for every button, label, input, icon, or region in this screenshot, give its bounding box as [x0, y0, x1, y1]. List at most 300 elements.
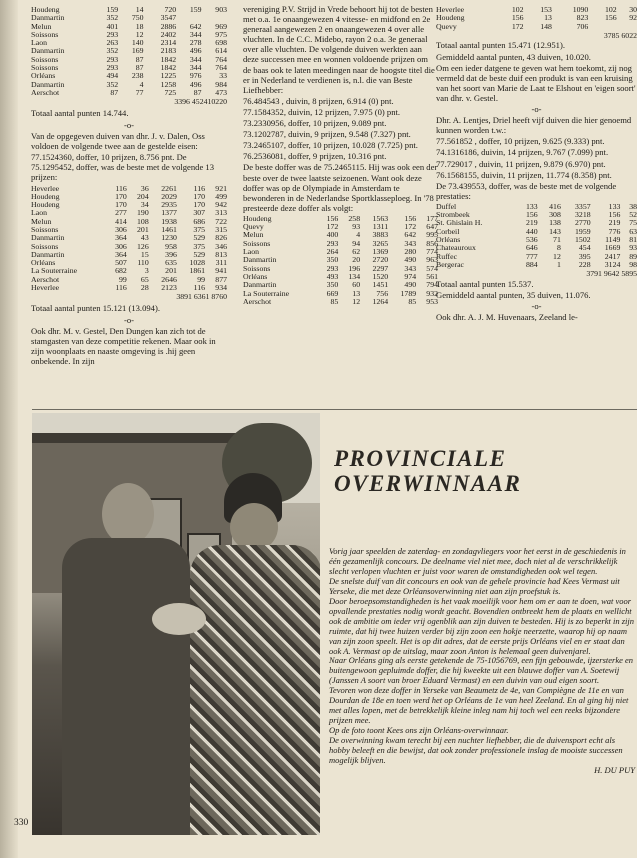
result-value-cell: 60 — [352, 280, 361, 290]
result-value-cell: 364 — [115, 249, 127, 259]
result-value-cell: 932 — [426, 288, 438, 298]
result-value-cell: 942 — [215, 200, 227, 210]
race-location-cell: Strombeek — [436, 210, 470, 220]
result-value-cell: 99 — [118, 274, 127, 284]
result-value-cell: 116 — [115, 283, 127, 293]
page-gutter-shadow — [0, 0, 18, 858]
result-value-cell: 969 — [215, 21, 227, 31]
table-row — [436, 261, 637, 269]
result-value-cell: 89 — [629, 251, 637, 261]
article-paragraph: De overwinning kwam terecht bij een nuchter liefhebber, die de duivensport echt als hobby beleeft en die bewijst, dat ook zonder professionele inslag de mooiste successen mogelijk blijven. — [329, 735, 623, 766]
result-value-cell: 190 — [137, 208, 149, 218]
result-value-cell: 293 — [106, 63, 119, 73]
result-value-cell: 490 — [404, 280, 417, 290]
result-value-cell: 1861 — [189, 266, 206, 276]
race-location-cell: Danmartin — [31, 249, 65, 259]
result-value-cell: 375 — [193, 225, 206, 234]
race-location-cell: Danmartin — [31, 79, 65, 89]
result-value-cell: 12 — [352, 296, 361, 306]
result-value-cell: 440 — [525, 226, 538, 236]
section-divider — [32, 409, 637, 410]
article-paragraph: Door beroepsomstandigheden is het vaak moeilijk voor hem om er aan te doen, wat voor opvallende prestaties nodig wordt geacht. Bovendien ontbreekt hem de plaats en wellicht ook de ambitie om ieder vrij ogenblik aan zijn duiven te besteden. Hij is zo beperkt in zijn ruimte, dat hij twee huizen verder bij zijn zoon een hokje neerzette, waarop hij op naam van zijn zoon speelt. Het is op dit adres, dat de eerste prijs Orléans viel en er staat dan ook A. Vermast op de uitslag, maar zoon Anton is helemaal geen duivenjarel. — [329, 595, 634, 656]
result-value-cell: 116 — [193, 183, 206, 193]
result-value-cell: 238 — [131, 71, 144, 81]
result-value-cell: 201 — [137, 225, 149, 234]
result-value-cell: 85 — [330, 296, 339, 306]
result-value-cell: 38 — [629, 201, 637, 211]
result-value-cell: 116 — [115, 183, 127, 193]
result-value-cell: 903 — [215, 5, 227, 14]
result-value-cell: 159 — [189, 5, 202, 14]
result-value-cell: 264 — [326, 247, 339, 257]
race-location-cell: Soissons — [243, 238, 271, 248]
result-value-cell: 4 — [356, 230, 361, 240]
result-value-cell: 2935 — [161, 200, 177, 210]
paragraph: De 73.439553, doffer, was de beste met de volgende prestaties: — [436, 180, 617, 201]
race-location-cell: Danmartin — [31, 46, 65, 56]
result-value-cell: 3547 — [160, 13, 177, 23]
result-value-cell: 1369 — [372, 247, 389, 257]
result-value-cell: 686 — [193, 216, 206, 226]
result-value-cell: 293 — [326, 238, 339, 248]
result-value-cell: 646 — [525, 243, 538, 253]
result-value-cell: 507 — [115, 258, 127, 268]
result-value-cell: 148 — [540, 21, 552, 31]
race-location-cell: Danmartin — [31, 233, 65, 243]
result-value-cell: 720 — [164, 5, 177, 14]
race-location-cell: Soissons — [31, 54, 59, 64]
page-number: 330 — [14, 818, 29, 828]
result-value-cell: 352 — [106, 79, 119, 89]
race-location-cell: St. Ghislain H. — [436, 218, 483, 228]
paragraph: De beste doffer was de 75.2465115. Hij was ook een der beste over de twee laatste seizoenen. Want ook deze doffer was op de Olympiade in Amsterdam te bewonderen in de Nederlandse Sportklasseploeg. In '78 presteerde deze doffer als volgt: — [243, 162, 438, 213]
result-value-cell: 3883 — [372, 230, 389, 240]
headline-line-2: OVERWINNAAR — [334, 471, 522, 496]
race-location-cell: Soissons — [31, 63, 59, 73]
result-value-cell: 3265 — [372, 238, 389, 248]
race-location-cell: Melun — [31, 216, 52, 226]
result-value-cell — [617, 23, 637, 31]
result-value-cell: 1311 — [372, 222, 389, 232]
article-paragraph: Vorig jaar speelden de zaterdag- en zondagvliegers voor het eerst in de geschiedenis in één gezamenlijk concours. De deelname viel niet mee, doch niet al de verschrikkelijk slecht verlopen vluchten er juist voor waren de omstandigheden ook wel tegen. — [329, 546, 626, 576]
pigeon-line: 73.2465107, doffer, 10 prijzen, 10.028 (7.725) pnt. — [243, 140, 418, 151]
paragraph: vereniging P.V. Strijd in Vrede behoort hij tot de besten met o.a. 1e onaangewezen 4 vitesse- en midfond en 2e generaal aangewezen 2 en onaangewezen 4 over alle vluchten. In de C.C. Midebo, rayon 2 o.a. 3e generaal over alle vluchten. De volgende duiven werkten aan deze successen mee en wonnen voldoende prijzen om de baas ook te laten meedingen naar de hoogste titel die er in Nederland te verdienen is, n.l. die van Beste Liefhebber: — [243, 4, 435, 95]
result-value-cell: 642 — [404, 230, 417, 240]
result-value-cell: 750 — [131, 13, 144, 23]
result-value-cell: 170 — [193, 200, 206, 210]
total-points: Totaal aantal punten 15.537. — [436, 278, 534, 289]
result-value-cell: 756 — [376, 288, 389, 298]
separator: -o- — [531, 104, 542, 115]
result-value-cell: 682 — [115, 266, 127, 276]
result-value-cell: 280 — [404, 247, 417, 257]
result-value-cell: 953 — [426, 296, 438, 306]
race-location-cell: Houdeng — [31, 5, 60, 14]
race-location-cell: Orléans — [436, 235, 461, 245]
result-value-cell: 87 — [135, 54, 144, 64]
result-value-cell: 984 — [215, 79, 227, 89]
column-2 — [243, 4, 438, 307]
result-value-cell: 12 — [135, 29, 144, 39]
result-value-cell: 2720 — [372, 255, 389, 265]
total-points: Totaal aantal punten 15.121 (13.094). — [31, 302, 160, 313]
result-value-cell: 102 — [604, 5, 617, 14]
result-value-cell: 3357 — [575, 201, 591, 211]
result-value-cell: 278 — [189, 38, 202, 48]
photo-pigeon — [152, 603, 206, 635]
result-value-cell: 87 — [135, 63, 144, 73]
photo-two-men-with-pigeon — [32, 413, 320, 835]
race-location-cell: Heverlee — [31, 283, 60, 293]
result-value-cell: 313 — [215, 208, 227, 218]
result-value-cell: 85 — [408, 296, 417, 306]
result-value-cell: 170 — [193, 191, 206, 201]
result-value-cell: 777 — [525, 251, 538, 261]
result-value-cell: 614 — [215, 46, 227, 56]
result-value-cell: 877 — [215, 274, 227, 284]
result-value-cell: 350 — [326, 280, 339, 290]
result-value-cell: 169 — [131, 46, 144, 56]
result-value-cell: 8 — [556, 243, 561, 253]
result-value-cell: 204 — [137, 191, 149, 201]
race-location-cell: Soissons — [31, 29, 59, 39]
result-value-cell: 490 — [404, 255, 417, 265]
headline-line-1: PROVINCIALE — [334, 446, 507, 471]
result-value-cell: 963 — [426, 255, 438, 265]
result-value-cell: 18 — [135, 21, 144, 31]
result-value-cell: 156 — [511, 13, 524, 23]
result-value-cell: 884 — [525, 259, 538, 269]
pigeon-line: 76.2536081, doffer, 9 prijzen, 10.316 pnt. — [243, 151, 387, 162]
result-value-cell: 62 — [352, 247, 361, 257]
result-value-cell: 33 — [219, 71, 227, 81]
result-value-cell: 574 — [426, 263, 438, 273]
result-value-cell: 94 — [352, 238, 361, 248]
race-location-cell: Heverlee — [436, 5, 465, 14]
result-value-cell: 706 — [576, 21, 589, 31]
result-value-cell: 4 — [139, 79, 144, 89]
race-location-cell: La Souterraine — [243, 288, 290, 298]
race-location-cell: Aerschot — [31, 87, 60, 97]
result-value-cell: 13 — [352, 288, 361, 298]
result-value-cell: 454 — [578, 243, 591, 253]
pigeon-line: 73.1202787, duivin, 9 prijzen, 9.548 (7.327) pnt. — [243, 129, 411, 140]
table-subtotal: 3791 9642 5895 — [586, 269, 637, 279]
result-value-cell: 77 — [135, 87, 144, 97]
result-value-cell: 2886 — [160, 21, 177, 31]
results-table — [31, 6, 227, 97]
table-row — [436, 23, 637, 31]
result-value-cell: 764 — [215, 63, 227, 73]
result-value-cell: 529 — [193, 249, 206, 259]
result-value-cell: 159 — [106, 5, 119, 14]
result-value-cell: 93 — [352, 222, 361, 232]
result-value-cell: 1149 — [605, 235, 621, 245]
result-value-cell: 1842 — [160, 54, 177, 64]
pigeon-line: 77.561852 , doffer, 10 prijzen, 9.625 (9.333) pnt. — [436, 136, 605, 147]
result-value-cell: 12 — [553, 251, 561, 261]
result-value-cell: 140 — [131, 38, 144, 48]
result-value-cell: 99 — [197, 274, 206, 284]
result-value-cell: 2123 — [161, 283, 177, 293]
result-value-cell: 87 — [193, 87, 202, 97]
result-value-cell: 536 — [525, 235, 538, 245]
result-value-cell: 306 — [115, 241, 127, 251]
result-value-cell: 1028 — [189, 258, 206, 268]
result-value-cell: 344 — [189, 63, 202, 73]
race-location-cell: Melun — [31, 21, 52, 31]
result-value-cell: 156 — [608, 210, 621, 220]
result-value-cell: 776 — [608, 226, 621, 236]
result-value-cell: 2417 — [604, 251, 621, 261]
paragraph: Om een ieder datgene te geven wat hem toekomt, zij nog vermeld dat de beste duif een produkt is van een kruising van het soort van Marie de Laat te Elshout en 'eigen soort' van dhr. v. Gestel. — [436, 62, 636, 103]
result-value-cell: 92 — [629, 13, 637, 23]
results-table — [436, 203, 637, 269]
result-value-cell: 2314 — [160, 38, 177, 48]
result-value-cell: 110 — [137, 258, 149, 268]
result-value-cell: 473 — [215, 87, 227, 97]
photo-man-left — [62, 483, 192, 835]
result-value-cell: 138 — [549, 218, 561, 228]
result-value-cell: 2183 — [160, 46, 177, 56]
result-value-cell: 116 — [193, 283, 206, 293]
result-value-cell: 156 — [525, 210, 538, 220]
paragraph: Van de opgegeven duiven van dhr. J. v. Dalen, Oss voldoen de volgende twee aan de gestelde eisen: — [31, 131, 205, 152]
result-value-cell: 172 — [511, 21, 524, 31]
result-value-cell: 293 — [326, 263, 339, 273]
result-value-cell: 2770 — [575, 218, 591, 228]
pigeon-line: 73.2330956, doffer, 10 prijzen, 9.089 pnt. — [243, 118, 387, 129]
result-value-cell: 2402 — [160, 29, 177, 39]
table-subtotal: 3785 6022 — [603, 30, 637, 40]
author-signature: H. DU PUY — [594, 764, 635, 775]
result-value-cell: 958 — [165, 241, 177, 251]
result-value-cell: 177 — [426, 213, 438, 223]
result-value-cell: 669 — [326, 288, 339, 298]
column-1 — [31, 4, 227, 368]
result-value-cell: 921 — [215, 183, 227, 193]
article-paragraph: Op de foto toont Kees ons zijn Orléans-overwinnaar. — [329, 725, 509, 736]
result-value-cell: 976 — [189, 71, 202, 81]
result-value-cell: 156 — [326, 213, 339, 223]
race-location-cell: Melun — [243, 230, 264, 240]
result-value-cell: 647 — [426, 222, 438, 232]
result-value-cell: 794 — [426, 280, 438, 290]
result-value-cell: 722 — [215, 216, 227, 226]
result-value-cell: 277 — [115, 208, 127, 218]
result-value-cell: 1461 — [161, 225, 177, 234]
result-value-cell: 813 — [215, 249, 227, 259]
result-value-cell: 201 — [165, 266, 177, 276]
result-value-cell: 87 — [110, 87, 119, 97]
pigeon-line: 76.484543 , duivin, 8 prijzen, 6.914 (0) pnt. — [243, 95, 394, 106]
result-value-cell: 3218 — [575, 210, 591, 220]
result-value-cell: 153 — [540, 5, 552, 14]
result-value-cell: 774 — [426, 247, 438, 257]
race-location-cell: Ruffec — [436, 251, 458, 261]
result-value-cell: 133 — [608, 201, 621, 211]
result-value-cell: 352 — [106, 13, 119, 23]
result-value-cell: 396 — [165, 249, 177, 259]
result-value-cell: 126 — [137, 241, 149, 251]
column-3 — [436, 4, 637, 323]
result-value-cell: 30 — [629, 5, 637, 14]
race-location-cell: Laon — [31, 38, 48, 48]
result-value-cell: 1789 — [400, 288, 417, 298]
race-location-cell: Soissons — [31, 225, 59, 234]
pigeon-line: 74.1316186, duivin, 14 prijzen, 9.767 (7.099) pnt. — [436, 147, 609, 158]
result-value-cell: 941 — [215, 266, 227, 276]
results-table — [436, 6, 637, 31]
result-value-cell: 343 — [404, 238, 417, 248]
paragraph: Dhr. A. Lentjes, Driel heeft vijf duiven die hier genoemd kunnen worden t.w.: — [436, 115, 632, 136]
result-value-cell: 1090 — [572, 5, 589, 14]
race-location-cell: Houdeng — [243, 213, 272, 223]
race-location-cell: Heverlee — [31, 183, 60, 193]
result-value-cell: 395 — [578, 251, 591, 261]
result-value-cell: 494 — [106, 71, 119, 81]
race-location-cell: Orléans — [31, 71, 56, 81]
result-value-cell: 196 — [348, 263, 361, 273]
average-points: Gemiddeld aantal punten, 43 duiven, 10.020. — [436, 51, 591, 62]
result-value-cell: 561 — [426, 271, 438, 281]
result-value-cell: 1669 — [604, 243, 621, 253]
separator: -o- — [531, 301, 542, 312]
race-location-cell: Soissons — [243, 263, 271, 273]
results-table — [243, 215, 438, 306]
result-value-cell: 28 — [140, 283, 149, 293]
table-row — [243, 298, 438, 306]
result-value-cell: 344 — [189, 54, 202, 64]
result-value-cell: 172 — [326, 222, 339, 232]
result-value-cell: 346 — [215, 241, 227, 251]
table-subtotal: 3891 6361 8760 — [176, 292, 227, 302]
table-row — [436, 14, 637, 22]
race-location-cell: Laon — [243, 247, 260, 257]
result-value-cell: 2646 — [161, 274, 177, 284]
paragraph: Ook dhr. M. v. Gestel, Den Dungen kan zich tot de stamgasten van deze competitie rekenen. Maar ook in zijn woonplaats en naaste omgeving is .hij geen onbekende. In zijn — [31, 326, 216, 367]
result-value-cell: 219 — [608, 218, 621, 228]
result-value-cell: 635 — [165, 258, 177, 268]
race-location-cell: Orléans — [243, 271, 268, 281]
result-value-cell: 293 — [106, 54, 119, 64]
result-value-cell: 108 — [137, 216, 149, 226]
result-value-cell: 258 — [348, 213, 361, 223]
separator: -o- — [123, 315, 135, 326]
result-value-cell: 306 — [115, 225, 127, 234]
results-table — [31, 185, 227, 293]
result-value-cell: 98 — [629, 259, 637, 269]
result-value-cell: 350 — [326, 255, 339, 265]
result-value-cell: 81 — [629, 235, 637, 245]
result-value-cell: 364 — [115, 233, 127, 243]
result-value-cell: 1842 — [160, 63, 177, 73]
result-value-cell: 995 — [426, 230, 438, 240]
result-value-cell: 1502 — [575, 235, 591, 245]
result-value-cell: 496 — [189, 46, 202, 56]
article-paragraph: Naar Orléans ging als eerste getekende de 75-1056769, een fijn gebouwde, ijzersterke en buitengewoon gepluimde doffer, die hij kweekte uit een blauwe doffer van A. Soetewij (Janssen A soort van broer Eduard Vermast) en een duivin van oud eigen soort. — [329, 655, 634, 686]
pigeon-line: 77.1584352, duivin, 12 prijzen, 7.975 (0) pnt. — [243, 106, 401, 117]
result-value-cell: 1520 — [372, 271, 389, 281]
race-location-cell: Houdeng — [436, 13, 465, 23]
result-value-cell: 315 — [215, 225, 227, 234]
result-value-cell: 65 — [140, 274, 149, 284]
race-location-cell: Houdeng — [31, 191, 60, 201]
race-location-cell: Danmartin — [31, 13, 65, 23]
result-value-cell: 1377 — [161, 208, 177, 218]
result-value-cell: 15 — [140, 249, 149, 259]
result-value-cell: 343 — [404, 263, 417, 273]
result-value-cell: 1 — [556, 259, 561, 269]
total-points: Totaal aantal punten 15.471 (12.951). — [436, 40, 565, 51]
result-value-cell: 974 — [404, 271, 417, 281]
article-headline — [334, 446, 604, 496]
table-subtotal: 3396 452410220 — [174, 97, 227, 107]
race-location-cell: Quevy — [436, 21, 457, 31]
race-location-cell: Aerschot — [243, 296, 272, 306]
result-value-cell: 725 — [164, 87, 177, 97]
result-value-cell: 823 — [576, 13, 589, 23]
result-value-cell: 263 — [106, 38, 119, 48]
result-value-cell: 493 — [326, 271, 339, 281]
result-value-cell: 14 — [135, 5, 144, 14]
result-value-cell: 698 — [215, 38, 227, 48]
result-value-cell: 307 — [193, 208, 206, 218]
result-value-cell: 642 — [189, 21, 202, 31]
paragraph: Ook dhr. A. J. M. Huvenaars, Zeeland le- — [436, 312, 578, 323]
result-value-cell: 1258 — [160, 79, 177, 89]
table-row — [31, 89, 227, 97]
result-value-cell: 975 — [215, 29, 227, 39]
result-value-cell: 375 — [193, 241, 206, 251]
result-value-cell: 228 — [578, 259, 591, 269]
result-value-cell: 416 — [549, 201, 561, 211]
result-value-cell: 401 — [106, 21, 119, 31]
result-value-cell: 133 — [525, 201, 538, 211]
table-row — [31, 284, 227, 292]
result-value-cell: 934 — [215, 283, 227, 293]
result-value-cell: 93 — [629, 243, 637, 253]
result-value-cell: 34 — [140, 200, 149, 210]
article-paragraph: Tevoren won deze doffer in Yerseke van Beaumetz de 4e, van Compiègne de 11e en van Dourdan de 18e en toen werd het op Orléans de 1e van heel Zeeland. En al ging hij niet met alles lopen, met de betrekkelijk kleine inleg nam hij toch wel een reeks bijzondere prijzen mee. — [329, 685, 629, 726]
result-value-cell: 170 — [115, 200, 127, 210]
result-value-cell: 170 — [115, 191, 127, 201]
result-value-cell: 1225 — [160, 71, 177, 81]
paragraph: 77.1524360, doffer, 10 prijzen, 8.756 pnt. De 75.1295452, doffer, was de beste met de volgende 13 prijzen: — [31, 152, 215, 183]
result-value-cell: 496 — [189, 79, 202, 89]
photo-man-right — [182, 473, 320, 835]
result-value-cell: 308 — [549, 210, 561, 220]
race-location-cell: La Souterraine — [31, 266, 78, 276]
result-value-cell: 352 — [106, 46, 119, 56]
race-location-cell: Chateauroux — [436, 243, 476, 253]
result-value-cell: 3124 — [604, 259, 621, 269]
result-value-cell: 826 — [215, 233, 227, 243]
separator: -o- — [123, 119, 135, 130]
result-value-cell: 1959 — [575, 226, 591, 236]
result-value-cell: 3 — [144, 266, 149, 276]
pigeon-line: 77.729017 , duivin, 11 prijzen, 9.879 (6.970) pnt. — [436, 158, 606, 169]
result-value-cell: 36 — [140, 183, 149, 193]
pigeon-list — [243, 96, 438, 162]
result-value-cell: 311 — [215, 258, 227, 268]
result-value-cell: 20 — [352, 255, 361, 265]
result-value-cell: 75 — [629, 218, 637, 228]
result-value-cell: 13 — [544, 13, 552, 23]
result-value-cell: 499 — [215, 191, 227, 201]
total-points: Totaal aantal punten 14.744. — [31, 107, 129, 118]
result-value-cell: 52 — [629, 210, 637, 220]
